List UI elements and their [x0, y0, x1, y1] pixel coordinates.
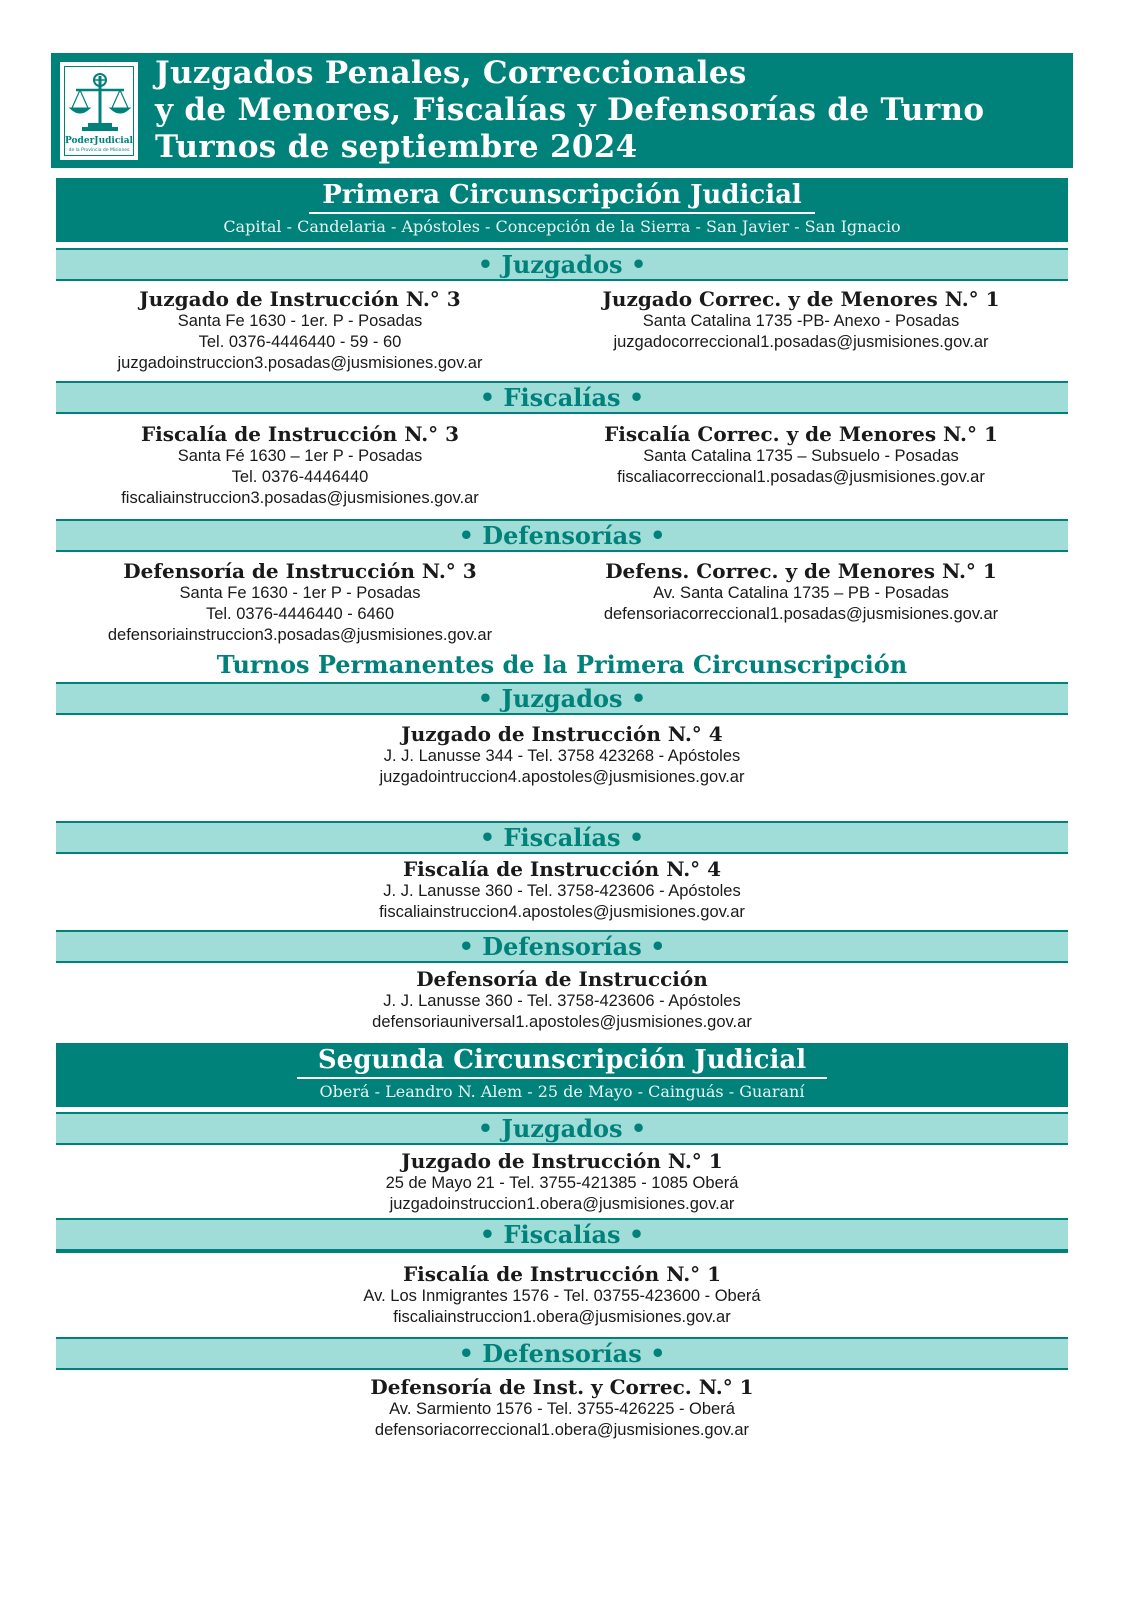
entry-phone: Tel. 0376-4446440 - 6460	[205, 605, 395, 623]
entry-address: Santa Fe 1630 - 1er P - Posadas	[179, 584, 421, 602]
entry-name: Juzgado de Instrucción N.° 4	[401, 722, 723, 746]
title-line-1: Juzgados Penales, Correccionales	[155, 55, 747, 91]
segunda-title: Segunda Circunscripción Judicial	[317, 1045, 807, 1075]
entry-phone: Tel. 0376-4446440	[231, 468, 369, 486]
entry-fiscalia-instruccion-1	[56, 1262, 1068, 1328]
entry-email: fiscaliacorreccional1.posadas@jusmisiones.gov.ar	[617, 468, 985, 486]
page-title	[155, 55, 1065, 166]
section-fiscalias: • Fiscalías •	[56, 821, 1068, 854]
entry-juzgado-correccional-1	[551, 287, 1051, 353]
entry-phone: Tel. 0376-4446440 - 59 - 60	[198, 333, 402, 351]
entry-address: Santa Fé 1630 – 1er P - Posadas	[177, 447, 423, 465]
title-divider	[309, 212, 815, 214]
entry-address: J. J. Lanusse 360 - Tel. 3758-423606 - Apóstoles	[383, 882, 741, 900]
permanentes-title: Turnos Permanentes de la Primera Circunscripción	[216, 650, 908, 679]
primera-subtitle: Capital - Candelaria - Apóstoles - Concepción de la Sierra - San Javier - San Ignacio	[223, 217, 901, 236]
entry-email: juzgadointruccion4.apostoles@jusmisiones.gov.ar	[379, 768, 745, 786]
entry-name: Fiscalía de Instrucción N.° 1	[402, 1262, 722, 1286]
section-defensorias: • Defensorías •	[56, 930, 1068, 963]
section-fiscalias: • Fiscalías •	[56, 381, 1068, 414]
entry-fiscalia-instruccion-4	[56, 857, 1068, 923]
entry-address: Av. Santa Catalina 1735 – PB - Posadas	[653, 584, 949, 602]
primera-title: Primera Circunscripción Judicial	[322, 180, 802, 210]
section-juzgados: • Juzgados •	[56, 682, 1068, 715]
entry-name: Defensoría de Inst. y Correc. N.° 1	[370, 1375, 754, 1399]
entry-address: Santa Catalina 1735 – Subsuelo - Posadas	[643, 447, 959, 465]
entry-defensoria-instruccion	[56, 967, 1068, 1033]
title-line-2: y de Menores, Fiscalías y Defensorías de Turno	[155, 92, 985, 128]
entry-email: juzgadocorreccional1.posadas@jusmisiones.gov.ar	[613, 333, 989, 351]
entry-email: defensoriacorreccional1.obera@jusmisiones.gov.ar	[374, 1421, 750, 1439]
page-header	[51, 53, 1073, 168]
entry-fiscalia-correccional-1	[551, 422, 1051, 488]
entry-name: Fiscalía de Instrucción N.° 3	[140, 422, 460, 446]
entry-address: J. J. Lanusse 360 - Tel. 3758-423606 - Apóstoles	[383, 992, 741, 1010]
title-divider	[297, 1077, 827, 1079]
segunda-subtitle: Oberá - Leandro N. Alem - 25 de Mayo - Cainguás - Guaraní	[319, 1082, 805, 1101]
entry-email: defensoriauniversal1.apostoles@jusmisiones.gov.ar	[372, 1013, 752, 1031]
entry-name: Defens. Correc. y de Menores N.° 1	[605, 559, 997, 583]
entry-address: Santa Catalina 1735 -PB- Anexo - Posadas	[642, 312, 960, 330]
entry-email: fiscaliainstruccion4.apostoles@jusmisiones.gov.ar	[379, 903, 745, 921]
section-fiscalias: • Fiscalías •	[56, 1218, 1068, 1253]
entry-email: juzgadoinstruccion1.obera@jusmisiones.gov.ar	[389, 1195, 735, 1213]
entry-defensoria-correccional-1	[551, 559, 1051, 625]
entry-name: Defensoría de Instrucción N.° 3	[123, 559, 477, 583]
entry-email: fiscaliainstruccion1.obera@jusmisiones.gov.ar	[393, 1308, 731, 1326]
section-juzgados: • Juzgados •	[56, 1112, 1068, 1145]
entry-email: juzgadoinstruccion3.posadas@jusmisiones.gov.ar	[117, 354, 483, 372]
section-defensorias: • Defensorías •	[56, 1337, 1068, 1370]
section-defensorias: • Defensorías •	[56, 519, 1068, 552]
entry-email: defensoriacorreccional1.posadas@jusmisiones.gov.ar	[603, 605, 999, 623]
entry-name: Defensoría de Instrucción	[416, 967, 708, 991]
segunda-circunscripcion-banner	[56, 1043, 1068, 1107]
entry-defensoria-instruccion-3	[50, 559, 550, 646]
entry-name: Juzgado de Instrucción N.° 1	[401, 1149, 723, 1173]
entry-address: 25 de Mayo 21 - Tel. 3755-421385 - 1085 Oberá	[385, 1174, 739, 1192]
entry-address: J. J. Lanusse 344 - Tel. 3758 423268 - Apóstoles	[383, 747, 741, 765]
entry-address: Av. Los Inmigrantes 1576 - Tel. 03755-423600 - Oberá	[363, 1287, 761, 1305]
logo-text: PoderJudicial	[65, 136, 133, 146]
entry-juzgado-instruccion-1	[56, 1149, 1068, 1215]
entry-address: Santa Fe 1630 - 1er. P - Posadas	[177, 312, 423, 330]
entry-defensoria-instruccion-correccional-1	[56, 1375, 1068, 1441]
entry-name: Fiscalía de Instrucción N.° 4	[402, 857, 722, 881]
primera-circunscripcion-banner	[56, 178, 1068, 242]
entry-juzgado-instruccion-3	[50, 287, 550, 374]
section-juzgados: • Juzgados •	[56, 248, 1068, 281]
entry-address: Av. Sarmiento 1576 - Tel. 3755-426225 - Oberá	[389, 1400, 735, 1418]
title-line-3: Turnos de septiembre 2024	[155, 129, 638, 165]
entry-email: fiscaliainstruccion3.posadas@jusmisiones.gov.ar	[121, 489, 479, 507]
entry-email: defensoriainstruccion3.posadas@jusmisiones.gov.ar	[107, 626, 493, 644]
entry-name: Juzgado de Instrucción N.° 3	[139, 287, 461, 311]
poder-judicial-logo	[59, 61, 139, 161]
logo-subtext: de la Provincia de Misiones	[68, 148, 130, 153]
scales-of-justice-icon	[68, 68, 132, 134]
entry-name: Fiscalía Correc. y de Menores N.° 1	[604, 422, 998, 446]
entry-fiscalia-instruccion-3	[50, 422, 550, 509]
entry-name: Juzgado Correc. y de Menores N.° 1	[602, 287, 1000, 311]
entry-juzgado-instruccion-4	[56, 722, 1068, 788]
